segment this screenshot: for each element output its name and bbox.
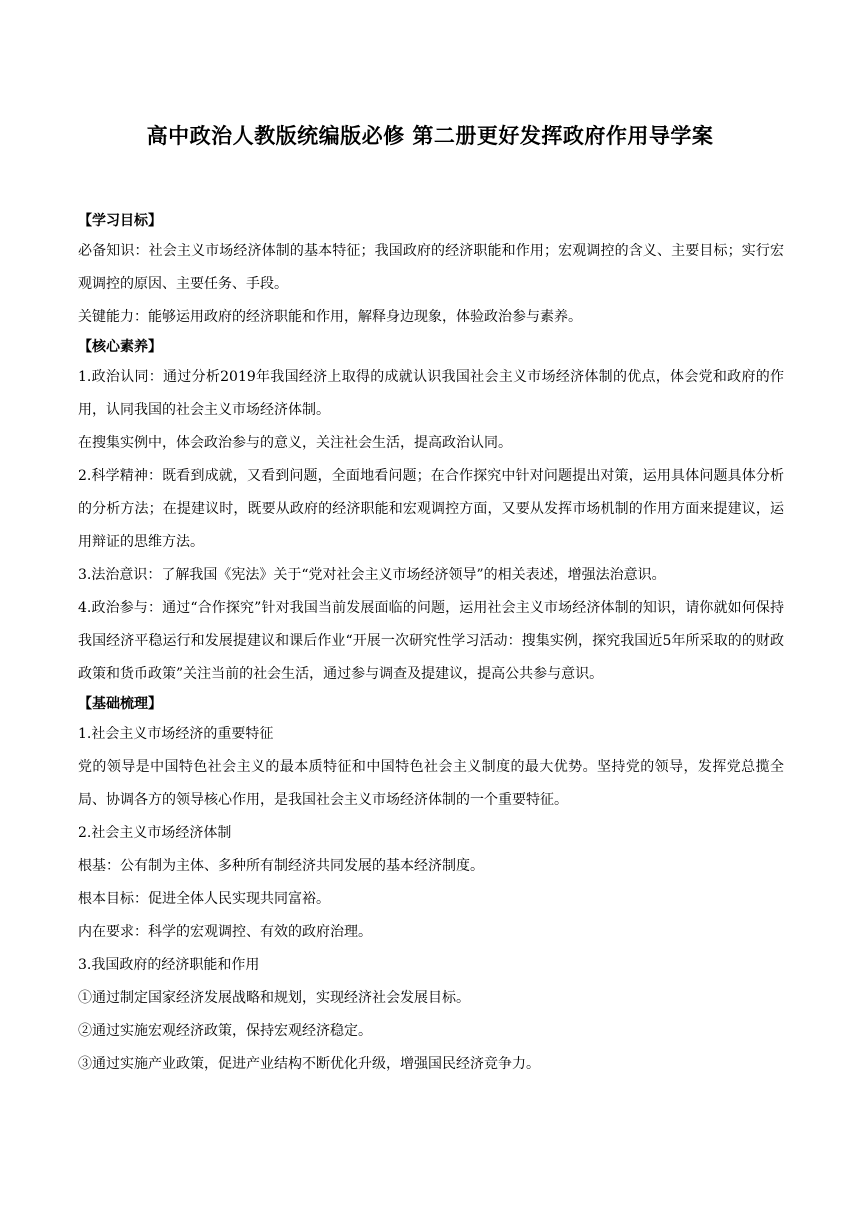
section-heading-basic-review: 【基础梳理】 <box>78 696 162 712</box>
paragraph: 根基：公有制为主体、多种所有制经济共同发展的基本经济制度。 <box>78 858 484 874</box>
paragraph: 关键能力：能够运用政府的经济职能和作用，解释身边现象，体验政治参与素养。 <box>78 309 582 325</box>
section-heading-learning-goals: 【学习目标】 <box>78 213 162 229</box>
paragraph: 2.科学精神：既看到成就，又看到问题，全面地看问题；在合作探究中针对问题提出对策，运用具体问题具体分析的分析方法；在提建议时，既要从政府的经济职能和宏观调控方面，又要从发挥市场机制的作用方面来提建议，运用辩证的思维方法。 <box>78 468 784 550</box>
paragraph: 在搜集实例中，体会政治参与的意义，关注社会生活，提高政治认同。 <box>78 435 512 451</box>
paragraph: 1.社会主义市场经济的重要特征 <box>78 726 274 742</box>
paragraph: 3.我国政府的经济职能和作用 <box>78 957 260 973</box>
paragraph: 党的领导是中国特色社会主义的最本质特征和中国特色社会主义制度的最大优势。坚持党的领导，发挥党总揽全局、协调各方的领导核心作用，是我国社会主义市场经济体制的一个重要特征。 <box>78 759 784 808</box>
paragraph: ②通过实施宏观经济政策，保持宏观经济稳定。 <box>78 1023 372 1039</box>
paragraph: 根本目标：促进全体人民实现共同富裕。 <box>78 891 330 907</box>
paragraph: 2.社会主义市场经济体制 <box>78 825 232 841</box>
paragraph: 4.政治参与：通过“合作探究”针对我国当前发展面临的问题，运用社会主义市场经济体制的知识，请你就如何保持我国经济平稳运行和发展提建议和课后作业“开展一次研究性学习活动：搜集实例，探究我国近5年所采取的的财政政策和货币政策”关注当前的社会生活，通过参与调查及提建议，提高公共参与意识。 <box>78 600 784 682</box>
paragraph: 1.政治认同：通过分析2019年我国经济上取得的成就认识我国社会主义市场经济体制的优点，体会党和政府的作用，认同我国的社会主义市场经济体制。 <box>78 369 784 418</box>
document-title: 高中政治人教版统编版必修 第二册更好发挥政府作用导学案 <box>146 123 714 148</box>
paragraph: 内在要求：科学的宏观调控、有效的政府治理。 <box>78 924 372 940</box>
document-body <box>78 208 784 1081</box>
paragraph: ③通过实施产业政策，促进产业结构不断优化升级，增强国民经济竞争力。 <box>78 1056 540 1072</box>
section-heading-core-literacy: 【核心素养】 <box>78 339 162 355</box>
paragraph: 3.法治意识：了解我国《宪法》关于“党对社会主义市场经济领导”的相关表述，增强法治意识。 <box>78 567 666 583</box>
paragraph: ①通过制定国家经济发展战略和规划，实现经济社会发展目标。 <box>78 990 470 1006</box>
paragraph: 必备知识：社会主义市场经济体制的基本特征；我国政府的经济职能和作用；宏观调控的含义、主要目标；实行宏观调控的原因、主要任务、手段。 <box>78 243 784 292</box>
